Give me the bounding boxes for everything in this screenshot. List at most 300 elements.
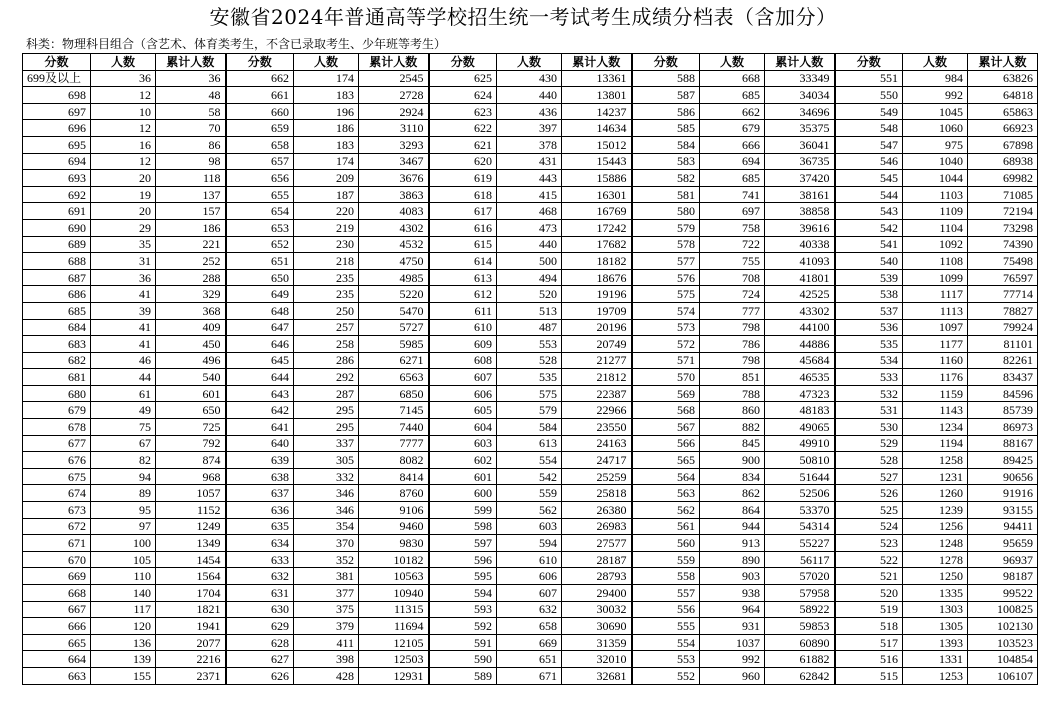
count-cell: 741 [700,186,765,203]
table-row [23,402,1038,419]
cumulative-cell: 94411 [968,518,1038,535]
count-cell: 722 [700,236,765,253]
cumulative-cell: 21277 [562,352,632,369]
score-cell: 676 [23,452,91,469]
cumulative-cell: 1152 [156,502,226,519]
score-cell: 526 [835,485,903,502]
header-score: 分数 [835,54,903,71]
score-cell: 652 [226,236,294,253]
cumulative-cell: 91916 [968,485,1038,502]
score-cell: 646 [226,336,294,353]
score-cell: 647 [226,319,294,336]
table-row [23,103,1038,120]
table-row [23,87,1038,104]
cumulative-cell: 100825 [968,601,1038,618]
count-cell: 44 [91,369,156,386]
count-cell: 305 [294,452,359,469]
table-row [23,618,1038,635]
cumulative-cell: 78827 [968,302,1038,319]
score-cell: 535 [835,336,903,353]
cumulative-cell: 874 [156,452,226,469]
cumulative-cell: 74390 [968,236,1038,253]
score-cell: 579 [632,219,700,236]
score-cell: 583 [632,153,700,170]
cumulative-cell: 84596 [968,385,1038,402]
header-count: 人数 [700,54,765,71]
cumulative-cell: 30690 [562,618,632,635]
score-cell: 671 [23,535,91,552]
cumulative-cell: 59853 [765,618,835,635]
cumulative-cell: 75498 [968,253,1038,270]
score-cell: 554 [632,634,700,651]
score-cell: 673 [23,502,91,519]
score-cell: 600 [429,485,497,502]
count-cell: 542 [497,468,562,485]
cumulative-cell: 63826 [968,70,1038,87]
cumulative-cell: 69982 [968,170,1038,187]
count-cell: 1253 [903,667,968,684]
count-cell: 140 [91,585,156,602]
count-cell: 685 [700,87,765,104]
count-cell: 258 [294,336,359,353]
score-cell: 698 [23,87,91,104]
count-cell: 755 [700,253,765,270]
count-cell: 105 [91,551,156,568]
table-row [23,568,1038,585]
cumulative-cell: 137 [156,186,226,203]
score-cell: 532 [835,385,903,402]
table-row [23,651,1038,668]
cumulative-cell: 15886 [562,170,632,187]
score-cell: 620 [429,153,497,170]
count-cell: 724 [700,286,765,303]
cumulative-cell: 33349 [765,70,835,87]
score-cell: 621 [429,136,497,153]
score-cell: 677 [23,435,91,452]
score-cell: 660 [226,103,294,120]
count-cell: 851 [700,369,765,386]
count-cell: 975 [903,136,968,153]
count-cell: 97 [91,518,156,535]
score-cell: 558 [632,568,700,585]
count-cell: 1113 [903,302,968,319]
count-cell: 36 [91,269,156,286]
count-cell: 379 [294,618,359,635]
count-cell: 89 [91,485,156,502]
score-cell: 670 [23,551,91,568]
count-cell: 584 [497,419,562,436]
count-cell: 1099 [903,269,968,286]
cumulative-cell: 10182 [359,551,429,568]
cumulative-cell: 19196 [562,286,632,303]
score-cell: 531 [835,402,903,419]
count-cell: 1234 [903,419,968,436]
score-cell: 609 [429,336,497,353]
cumulative-cell: 792 [156,435,226,452]
score-cell: 555 [632,618,700,635]
score-cell: 567 [632,419,700,436]
count-cell: 1176 [903,369,968,386]
cumulative-cell: 36 [156,70,226,87]
count-cell: 35 [91,236,156,253]
cumulative-cell: 450 [156,336,226,353]
count-cell: 136 [91,634,156,651]
score-cell: 549 [835,103,903,120]
count-cell: 559 [497,485,562,502]
count-cell: 183 [294,87,359,104]
count-cell: 1044 [903,170,968,187]
cumulative-cell: 15012 [562,136,632,153]
cumulative-cell: 81101 [968,336,1038,353]
count-cell: 651 [497,651,562,668]
score-cell: 658 [226,136,294,153]
cumulative-cell: 7440 [359,419,429,436]
count-cell: 668 [700,70,765,87]
score-cell: 596 [429,551,497,568]
score-cell: 619 [429,170,497,187]
table-row [23,502,1038,519]
cumulative-cell: 40338 [765,236,835,253]
count-cell: 31 [91,253,156,270]
count-cell: 1159 [903,385,968,402]
cumulative-cell: 98 [156,153,226,170]
count-cell: 61 [91,385,156,402]
cumulative-cell: 58 [156,103,226,120]
score-cell: 615 [429,236,497,253]
score-cell: 577 [632,253,700,270]
score-cell: 550 [835,87,903,104]
score-cell: 515 [835,667,903,684]
count-cell: 845 [700,435,765,452]
score-cell: 581 [632,186,700,203]
cumulative-cell: 5470 [359,302,429,319]
score-cell: 697 [23,103,91,120]
score-cell: 639 [226,452,294,469]
count-cell: 984 [903,70,968,87]
score-cell: 606 [429,385,497,402]
count-cell: 219 [294,219,359,236]
score-cell: 575 [632,286,700,303]
cumulative-cell: 88167 [968,435,1038,452]
cumulative-cell: 368 [156,302,226,319]
table-row [23,585,1038,602]
cumulative-cell: 9830 [359,535,429,552]
score-cell: 634 [226,535,294,552]
cumulative-cell: 64818 [968,87,1038,104]
cumulative-cell: 16769 [562,203,632,220]
cumulative-cell: 15443 [562,153,632,170]
score-cell: 659 [226,120,294,137]
table-row [23,253,1038,270]
count-cell: 1037 [700,634,765,651]
cumulative-cell: 2924 [359,103,429,120]
table-row [23,352,1038,369]
cumulative-cell: 4985 [359,269,429,286]
cumulative-cell: 96937 [968,551,1038,568]
cumulative-cell: 12503 [359,651,429,668]
cumulative-cell: 10563 [359,568,429,585]
cumulative-cell: 6850 [359,385,429,402]
count-cell: 1194 [903,435,968,452]
count-cell: 378 [497,136,562,153]
count-cell: 1060 [903,120,968,137]
table-row [23,219,1038,236]
table-row [23,535,1038,552]
cumulative-cell: 252 [156,253,226,270]
cumulative-cell: 5985 [359,336,429,353]
score-cell: 548 [835,120,903,137]
score-cell: 576 [632,269,700,286]
count-cell: 41 [91,286,156,303]
score-cell: 563 [632,485,700,502]
table-row [23,667,1038,684]
score-cell: 592 [429,618,497,635]
count-cell: 110 [91,568,156,585]
table-row [23,468,1038,485]
cumulative-cell: 103523 [968,634,1038,651]
score-cell: 666 [23,618,91,635]
cumulative-cell: 8760 [359,485,429,502]
score-cell: 528 [835,452,903,469]
header-count: 人数 [91,54,156,71]
table-row [23,551,1038,568]
cumulative-cell: 22966 [562,402,632,419]
table-row [23,120,1038,137]
table-row [23,369,1038,386]
count-cell: 443 [497,170,562,187]
count-cell: 1040 [903,153,968,170]
cumulative-cell: 8414 [359,468,429,485]
cumulative-cell: 83437 [968,369,1038,386]
cumulative-cell: 2371 [156,667,226,684]
score-cell: 580 [632,203,700,220]
header-score: 分数 [632,54,700,71]
cumulative-cell: 118 [156,170,226,187]
score-cell: 593 [429,601,497,618]
score-cell: 629 [226,618,294,635]
score-cell: 527 [835,468,903,485]
cumulative-cell: 70 [156,120,226,137]
cumulative-cell: 157 [156,203,226,220]
count-cell: 46 [91,352,156,369]
count-cell: 666 [700,136,765,153]
count-cell: 209 [294,170,359,187]
cumulative-cell: 221 [156,236,226,253]
score-cell: 687 [23,269,91,286]
count-cell: 777 [700,302,765,319]
cumulative-cell: 601 [156,385,226,402]
count-cell: 235 [294,269,359,286]
table-row [23,601,1038,618]
count-cell: 431 [497,153,562,170]
header-score: 分数 [429,54,497,71]
score-cell: 601 [429,468,497,485]
score-cell: 694 [23,153,91,170]
score-cell: 569 [632,385,700,402]
count-cell: 694 [700,153,765,170]
count-cell: 220 [294,203,359,220]
cumulative-cell: 79924 [968,319,1038,336]
count-cell: 94 [91,468,156,485]
score-cell: 522 [835,551,903,568]
cumulative-cell: 540 [156,369,226,386]
score-cell: 605 [429,402,497,419]
score-cell: 648 [226,302,294,319]
cumulative-cell: 46535 [765,369,835,386]
cumulative-cell: 968 [156,468,226,485]
score-cell: 636 [226,502,294,519]
count-cell: 662 [700,103,765,120]
count-cell: 75 [91,419,156,436]
count-cell: 120 [91,618,156,635]
score-cell: 519 [835,601,903,618]
count-cell: 29 [91,219,156,236]
cumulative-cell: 6563 [359,369,429,386]
cumulative-cell: 98187 [968,568,1038,585]
score-cell: 530 [835,419,903,436]
score-cell: 595 [429,568,497,585]
cumulative-cell: 95659 [968,535,1038,552]
score-cell: 553 [632,651,700,668]
cumulative-cell: 71085 [968,186,1038,203]
count-cell: 411 [294,634,359,651]
score-cell: 679 [23,402,91,419]
count-cell: 1097 [903,319,968,336]
table-row [23,419,1038,436]
count-cell: 1278 [903,551,968,568]
score-cell: 682 [23,352,91,369]
score-cell: 589 [429,667,497,684]
count-cell: 1117 [903,286,968,303]
count-cell: 1092 [903,236,968,253]
cumulative-cell: 41093 [765,253,835,270]
count-cell: 292 [294,369,359,386]
count-cell: 398 [294,651,359,668]
cumulative-cell: 725 [156,419,226,436]
score-cell: 631 [226,585,294,602]
cumulative-cell: 6271 [359,352,429,369]
score-cell: 688 [23,253,91,270]
cumulative-cell: 68938 [968,153,1038,170]
cumulative-cell: 65863 [968,103,1038,120]
cumulative-cell: 41801 [765,269,835,286]
page-title: 安徽省2024年普通高等学校招生统一考试考生成绩分档表（含加分） [209,5,837,29]
count-cell: 381 [294,568,359,585]
score-cell: 635 [226,518,294,535]
cumulative-cell: 18676 [562,269,632,286]
score-cell: 582 [632,170,700,187]
header-score: 分数 [23,54,91,71]
count-cell: 440 [497,236,562,253]
cumulative-cell: 89425 [968,452,1038,469]
score-cell: 544 [835,186,903,203]
cumulative-cell: 52506 [765,485,835,502]
score-cell: 681 [23,369,91,386]
count-cell: 370 [294,535,359,552]
count-cell: 183 [294,136,359,153]
cumulative-cell: 86973 [968,419,1038,436]
table-row [23,319,1038,336]
cumulative-cell: 99522 [968,585,1038,602]
count-cell: 1177 [903,336,968,353]
score-cell: 561 [632,518,700,535]
count-cell: 1103 [903,186,968,203]
cumulative-cell: 72194 [968,203,1038,220]
score-cell: 672 [23,518,91,535]
cumulative-cell: 43302 [765,302,835,319]
score-cell: 536 [835,319,903,336]
score-cell: 661 [226,87,294,104]
score-cell: 645 [226,352,294,369]
count-cell: 468 [497,203,562,220]
table-row [23,153,1038,170]
cumulative-cell: 20196 [562,319,632,336]
cumulative-cell: 3110 [359,120,429,137]
score-cell: 683 [23,336,91,353]
score-cell: 633 [226,551,294,568]
table-row [23,435,1038,452]
score-cell: 664 [23,651,91,668]
count-cell: 788 [700,385,765,402]
cumulative-cell: 49065 [765,419,835,436]
header-cumulative: 累计人数 [562,54,632,71]
cumulative-cell: 77714 [968,286,1038,303]
score-cell: 572 [632,336,700,353]
cumulative-cell: 16301 [562,186,632,203]
cumulative-cell: 21812 [562,369,632,386]
cumulative-cell: 54314 [765,518,835,535]
cumulative-cell: 34696 [765,103,835,120]
score-cell: 610 [429,319,497,336]
cumulative-cell: 2216 [156,651,226,668]
score-cell: 665 [23,634,91,651]
count-cell: 295 [294,419,359,436]
count-cell: 535 [497,369,562,386]
count-cell: 938 [700,585,765,602]
score-cell: 603 [429,435,497,452]
score-cell: 608 [429,352,497,369]
count-cell: 1239 [903,502,968,519]
cumulative-cell: 38161 [765,186,835,203]
table-row [23,70,1038,87]
count-cell: 139 [91,651,156,668]
score-cell: 551 [835,70,903,87]
count-cell: 354 [294,518,359,535]
score-cell: 586 [632,103,700,120]
cumulative-cell: 1057 [156,485,226,502]
score-cell: 696 [23,120,91,137]
score-cell: 667 [23,601,91,618]
score-cell: 656 [226,170,294,187]
cumulative-cell: 4750 [359,253,429,270]
score-cell: 588 [632,70,700,87]
cumulative-cell: 1454 [156,551,226,568]
score-cell: 533 [835,369,903,386]
cumulative-cell: 28793 [562,568,632,585]
count-cell: 1143 [903,402,968,419]
count-cell: 685 [700,170,765,187]
count-cell: 513 [497,302,562,319]
count-cell: 473 [497,219,562,236]
cumulative-cell: 288 [156,269,226,286]
cumulative-cell: 17242 [562,219,632,236]
table-row [23,336,1038,353]
score-cell: 521 [835,568,903,585]
count-cell: 594 [497,535,562,552]
score-cell: 602 [429,452,497,469]
count-cell: 287 [294,385,359,402]
cumulative-cell: 29400 [562,585,632,602]
